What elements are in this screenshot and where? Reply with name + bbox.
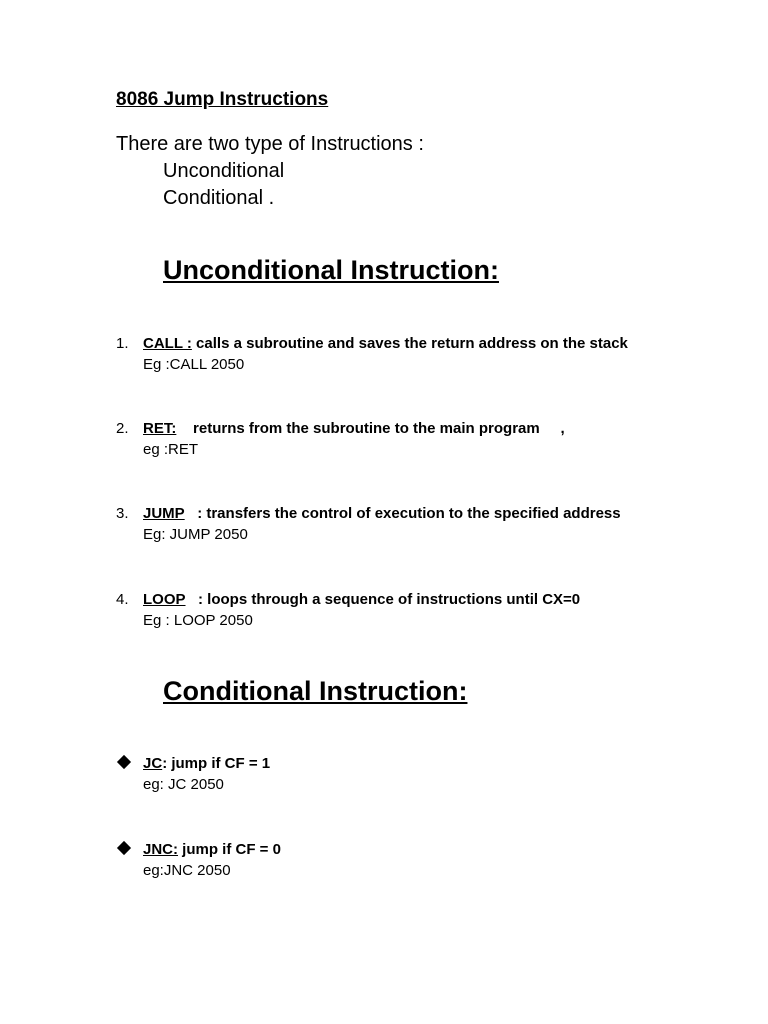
instruction-description: calls a subroutine and saves the return address on the stack [191,335,628,352]
instruction-name: LOOP [143,591,186,608]
item-number: 3. [116,505,129,522]
item-number: 1. [116,335,129,352]
instruction-name: JUMP [143,505,185,522]
instruction-example: Eg :CALL 2050 [143,356,245,373]
instruction-example: Eg : LOOP 2050 [143,612,253,629]
instruction-description: : loops through a sequence of instructions until CX=0 [185,591,581,608]
intro-block [116,131,424,212]
item-number: 4. [116,591,129,608]
list-item-loop [116,589,580,631]
list-item-call [116,333,628,375]
instruction-name: CALL : [143,335,192,352]
item-number: 2. [116,420,129,437]
diamond-bullet-icon [117,755,131,769]
document-title: 8086 Jump Instructions [116,89,329,110]
list-item-jump [116,503,621,545]
instruction-description: jump if CF = 0 [178,841,281,858]
instruction-description: : transfers the control of execution to the specified address [184,505,621,522]
instruction-description: returns from the subroutine to the main program , [176,420,565,437]
instruction-example: eg:JNC 2050 [143,862,231,879]
conditional-heading: Conditional Instruction: [163,676,468,706]
list-item-jc [116,753,270,795]
intro-type-unconditional: Unconditional [163,160,285,182]
list-item-ret [116,418,565,460]
unconditional-heading: Unconditional Instruction: [163,255,499,285]
instruction-example: Eg: JUMP 2050 [143,526,248,543]
list-item-jnc [116,839,281,881]
instruction-example: eg: JC 2050 [143,776,224,793]
instruction-description: : jump if CF = 1 [162,755,271,772]
intro-type-conditional: Conditional . [163,187,275,209]
instruction-name: JNC: [143,841,179,858]
instruction-name: RET: [143,420,177,437]
diamond-bullet-icon [117,841,131,855]
intro-lead: There are two type of Instructions : [116,133,424,155]
instruction-example: eg :RET [143,441,199,458]
instruction-name: JC [143,755,163,772]
